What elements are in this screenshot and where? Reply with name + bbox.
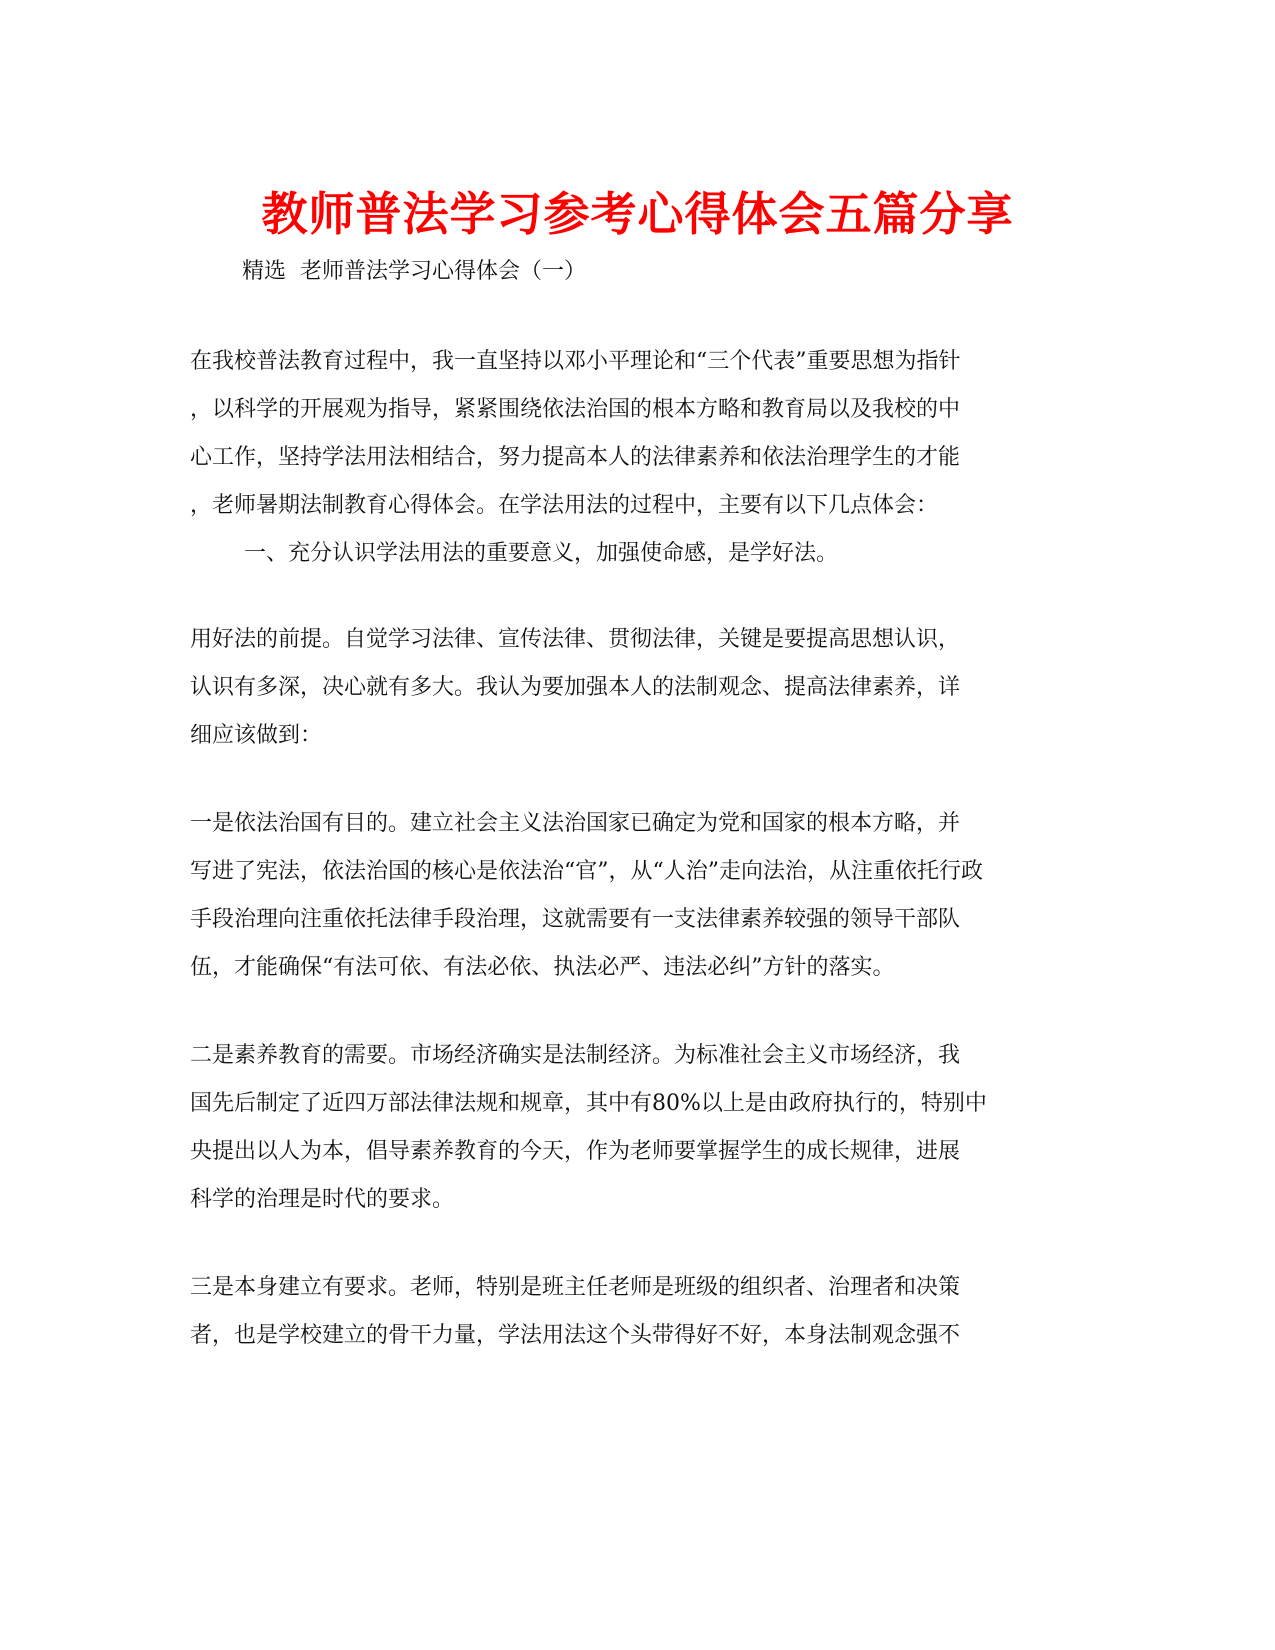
paragraph-line: 者，也是学校建立的骨干力量，学法用法这个头带得好不好，本身法制观念强不 [190,1323,961,1348]
paragraph-line: 写进了宪法，依法治国的核心是依法治“官”，从“人治”走向法治，从注重依托行政 [190,859,983,884]
paragraph-line: ，以科学的开展观为指导，紧紧围绕依法治国的根本方略和教育局以及我校的中 [190,397,961,422]
paragraph-point-one [190,800,1090,992]
paragraph-line: 央提出以人为本，倡导素养教育的今天，作为老师要掌握学生的成长规律，进展 [190,1139,961,1164]
section-heading: 一、充分认识学法用法的重要意义，加强使命感，是学好法。 [244,541,839,566]
paragraph-premise [190,616,1090,760]
paragraph-line: 手段治理向注重依托法律手段治理，这就需要有一支法律素养较强的领导干部队 [190,907,961,932]
paragraph-line: 科学的治理是时代的要求。 [190,1187,455,1212]
paragraph-line: 伍，才能确保“有法可依、有法必依、执法必严、违法必纠”方针的落实。 [190,955,895,980]
paragraph-line: 心工作，坚持学法用法相结合，努力提高本人的法律素养和依法治理学生的才能 [190,445,961,470]
paragraph-line: 用好法的前提。自觉学习法律、宣传法律、贯彻法律，关键是要提高思想认识， [190,627,961,652]
paragraph-line: 认识有多深，决心就有多大。我认为要加强本人的法制观念、提高法律素养，详 [190,675,961,700]
paragraph-intro [190,338,1090,578]
paragraph-line: 三是本身建立有要求。老师，特别是班主任老师是班级的组织者、治理者和决策 [190,1275,961,1300]
paragraph-line: 一是依法治国有目的。建立社会主义法治国家已确定为党和国家的根本方略，并 [190,811,961,836]
document-subtitle: 精选 老师普法学习心得体会（一） [242,259,586,284]
paragraph-line: ，老师暑期法制教育心得体会。在学法用法的过程中，主要有以下几点体会： [190,493,939,518]
document-title: 教师普法学习参考心得体会五篇分享 [261,187,1014,241]
paragraph-line: 在我校普法教育过程中，我一直坚持以邓小平理论和“三个代表”重要思想为指针 [190,349,961,374]
paragraph-line: 细应该做到： [190,723,323,748]
paragraph-line: 国先后制定了近四万部法律法规和规章，其中有80%以上是由政府执行的，特别中 [190,1091,987,1116]
paragraph-point-two [190,1032,1090,1224]
paragraph-line: 二是素养教育的需要。市场经济确实是法制经济。为标准社会主义市场经济，我 [190,1043,961,1068]
paragraph-point-three [190,1264,1090,1360]
